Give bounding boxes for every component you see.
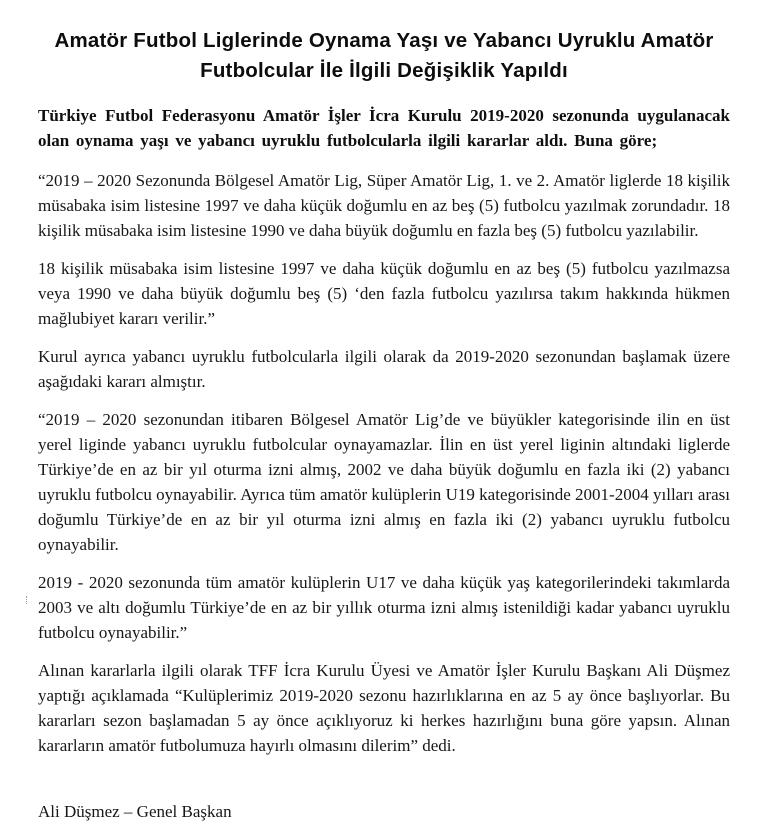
paragraph-u17-rule: 2019 - 2020 sezonunda tüm amatör kulüplerin U17 ve daha küçük yaş kategorilerindeki takımlarda 2003 ve altı doğumlu Türkiye’de en az bir yıllık oturma izni almış istenildiği kadar yabancı uyruklu futbolcu oynayabilir.”	[38, 573, 730, 642]
document-title	[38, 26, 730, 86]
paragraph-foreign-players-decision: Kurul ayrıca yabancı uyruklu futbolcularla ilgili olarak da 2019-2020 sezonundan başlamak üzere aşağıdaki kararı almıştır.	[38, 347, 730, 391]
intro-paragraph: Türkiye Futbol Federasyonu Amatör İşler İcra Kurulu 2019-2020 sezonunda uygulanacak olan oynama yaşı ve yabancı uyruklu futbolcularla ilgili kararlar aldı. Buna göre;	[38, 106, 730, 150]
document-title-line-2: Futbolcular İle İlgili Değişiklik Yapıldı	[200, 59, 568, 82]
paragraph-foreign-players-rule: “2019 – 2020 sezonundan itibaren Bölgesel Amatör Lig’de ve büyükler kategorisinde ilin en üst yerel liginde yabancı uyruklu futbolcular oynayamazlar. İlin en üst yerel liginin altındaki liglerde Türkiye’de en az bir yıl oturma izni almış, 2002 ve daha büyük doğumlu en fazla iki (2) yabancı uyruklu futbolcu oynayabilir. Ayrıca tüm amatör kulüplerin U19 kategorisinde 2001-2004 yılları arası doğumlu Türkiye’de en az bir yıl oturma izni almış en fazla iki (2) yabancı uyruklu futbolcu oynayabilir.	[38, 410, 730, 554]
paragraph-forfeit-rule: 18 kişilik müsabaka isim listesine 1997 ve daha küçük doğumlu en az beş (5) futbolcu yazılmazsa veya 1990 ve daha büyük doğumlu beş (5) ‘den fazla futbolcu yazılırsa takım hakkında hükmen mağlubiyet kararı verilir.”	[38, 259, 730, 328]
paragraph-chairman-statement: Alınan kararlarla ilgili olarak TFF İcra Kurulu Üyesi ve Amatör İşler Kurulu Başkanı Ali Düşmez yaptığı açıklamada “Kulüplerimiz 2019-2020 sezonu hazırlıklarına en az 5 ay önce başlıyorlar. Bu kararları sezon başlamadan 5 ay önce açıklıyoruz ki herkes hazırlığını buna göre yapsın. Alınan kararların amatör futbolumuza hayırlı olmasını dilerim” dedi.	[38, 661, 730, 755]
signature-line: Ali Düşmez – Genel Başkan	[38, 802, 232, 821]
paragraph-season-roster-rule: “2019 – 2020 Sezonunda Bölgesel Amatör Lig, Süper Amatör Lig, 1. ve 2. Amatör liglerde 18 kişilik müsabaka isim listesine 1997 ve daha küçük doğumlu en az beş (5) futbolcu yazılmak zorundadır. 18 kişilik müsabaka isim listesine 1990 ve daha büyük doğumlu en fazla beş (5) futbolcu yazılabilir.	[38, 171, 730, 240]
scan-speck	[26, 596, 30, 604]
document-title-line-1: Amatör Futbol Liglerinde Oynama Yaşı ve Yabancı Uyruklu Amatör	[54, 29, 714, 52]
